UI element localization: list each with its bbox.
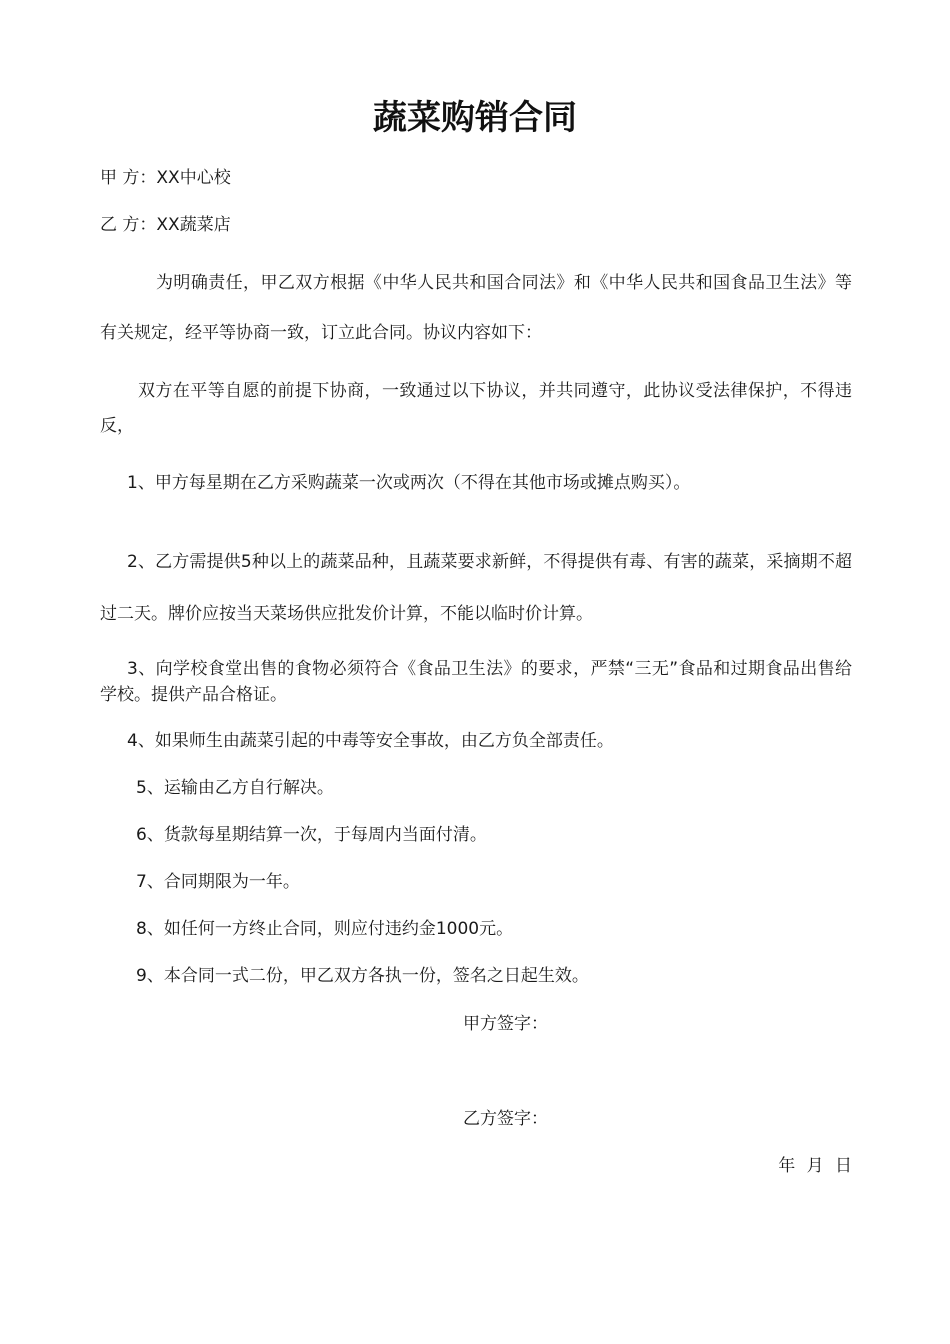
clause-item: 2、乙方需提供5种以上的蔬菜品种，且蔬菜要求新鲜，不得提供有毒、有害的蔬菜，采摘期不超过二天。牌价应按当天菜场供应批发价计算，不能以临时价计算。 (100, 552, 852, 624)
clause-item: 1、甲方每星期在乙方采购蔬菜一次或两次（不得在其他市场或摊点购买）。 (127, 473, 691, 493)
clause-item: 8、如任何一方终止合同，则应付违约金1000元。 (136, 919, 514, 939)
party-a-line: 甲 方：XX中心校 (100, 168, 231, 188)
preamble-paragraph: 双方在平等自愿的前提下协商，一致通过以下协议，并共同遵守，此协议受法律保护，不得违反， (100, 381, 852, 436)
party-b-line: 乙 方：XX蔬菜店 (100, 215, 231, 235)
intro-paragraph: 为明确责任，甲乙双方根据《中华人民共和国合同法》和《中华人民共和国食品卫生法》等有关规定，经平等协商一致，订立此合同。协议内容如下： (100, 273, 852, 343)
document-title: 蔬菜购销合同 (373, 98, 577, 138)
clause-item: 6、货款每星期结算一次，于每周内当面付清。 (136, 825, 487, 845)
clause-item: 3、向学校食堂出售的食物必须符合《食品卫生法》的要求，严禁“三无”食品和过期食品出售给学校。提供产品合格证。 (100, 659, 852, 705)
clause-item: 4、如果师生由蔬菜引起的中毒等安全事故，由乙方负全部责任。 (127, 731, 614, 751)
clause-item: 5、运输由乙方自行解决。 (136, 778, 334, 798)
clause-item: 9、本合同一式二份，甲乙双方各执一份，签名之日起生效。 (136, 966, 589, 986)
party-b-signature-label: 乙方签字： (463, 1109, 548, 1129)
clause-item: 7、合同期限为一年。 (136, 872, 300, 892)
date-line: 年 月 日 (778, 1156, 852, 1176)
party-a-signature-label: 甲方签字： (463, 1014, 548, 1034)
